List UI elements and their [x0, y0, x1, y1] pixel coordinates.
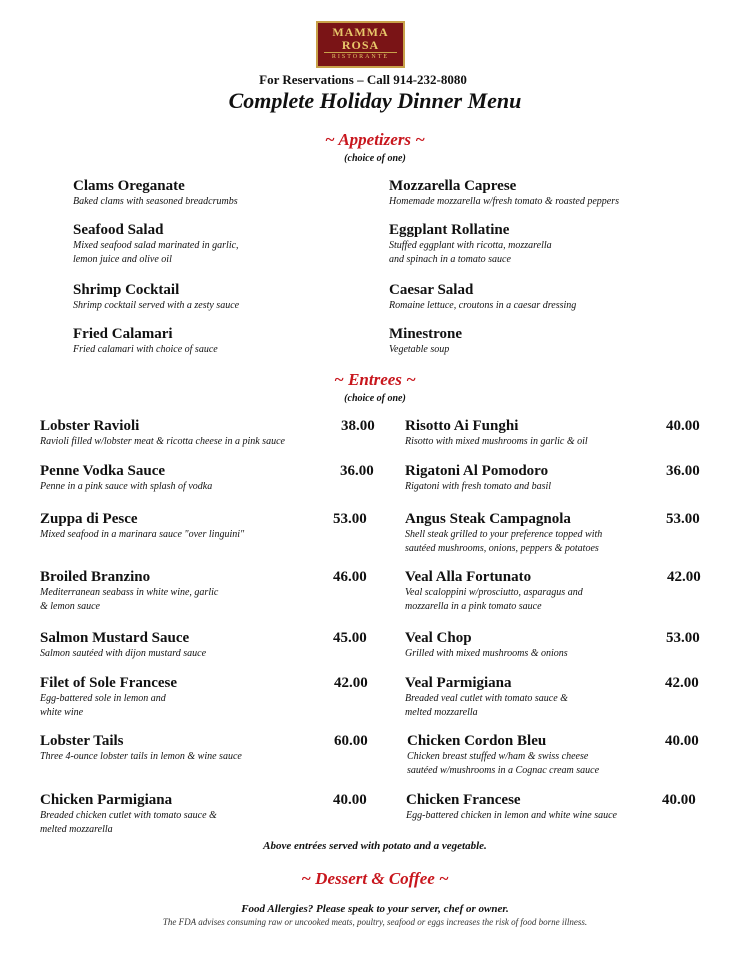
- item-price: 42.00: [665, 675, 699, 691]
- item-desc-line2: white wine: [40, 707, 84, 718]
- entree-item: [405, 569, 583, 614]
- entrees-heading: ~ Entrees ~: [334, 370, 416, 389]
- appetizer-item: [73, 222, 239, 267]
- item-desc-line2: lemon juice and olive oil: [73, 254, 172, 265]
- item-desc-line2: & lemon sauce: [40, 601, 100, 612]
- logo-line-mamma: MAMMA: [332, 25, 389, 39]
- item-name: Fried Calamari: [73, 326, 173, 342]
- item-name: Chicken Parmigiana: [40, 792, 173, 808]
- item-name: Risotto Ai Funghi: [405, 418, 519, 434]
- reservations-line: [0, 72, 750, 88]
- entree-item: [405, 511, 602, 556]
- item-name: Zuppa di Pesce: [40, 511, 138, 527]
- item-name: Shrimp Cocktail: [73, 282, 180, 298]
- item-name: Veal Alla Fortunato: [405, 569, 532, 585]
- item-name: Filet of Sole Francese: [40, 675, 178, 691]
- fda-advisory: The FDA advises consuming raw or uncooked meats, poultry, seafood or eggs increases the risk of food borne illness.: [162, 917, 588, 927]
- appetizer-item: [389, 326, 462, 357]
- item-price: 60.00: [334, 733, 368, 749]
- entree-item: [407, 733, 599, 778]
- entree-item: [40, 569, 218, 614]
- entree-item: [40, 675, 177, 720]
- entree-item: [40, 463, 212, 494]
- item-name: Caesar Salad: [389, 282, 474, 298]
- appetizer-item: [73, 178, 238, 209]
- item-desc: Mediterranean seabass in white wine, garlic: [40, 587, 219, 598]
- item-name: Seafood Salad: [73, 222, 164, 238]
- item-name: Eggplant Rollatine: [389, 222, 510, 238]
- item-price: 53.00: [333, 511, 367, 527]
- item-desc: Vegetable soup: [389, 344, 450, 355]
- item-desc: Stuffed eggplant with ricotta, mozzarella: [389, 240, 552, 251]
- entrees-served-note: Above entrées served with potato and a vegetable.: [263, 840, 487, 852]
- entree-item: [40, 511, 244, 542]
- appetizers-choice-note: (choice of one): [344, 153, 406, 164]
- item-desc: Salmon sautéed with dijon mustard sauce: [40, 648, 207, 659]
- menu-title: Complete Holiday Dinner Menu: [228, 88, 522, 113]
- appetizer-item: [73, 326, 218, 357]
- item-desc: Grilled with mixed mushrooms & onions: [405, 648, 568, 659]
- appetizer-item: [73, 282, 239, 313]
- logo-line-ristorante: RISTORANTE: [324, 52, 397, 61]
- item-desc: Egg-battered chicken in lemon and white wine sauce: [406, 810, 617, 821]
- item-name: Clams Oreganate: [73, 178, 185, 194]
- item-name: Rigatoni Al Pomodoro: [405, 463, 549, 479]
- item-name: Veal Chop: [405, 630, 472, 646]
- item-name: Mozzarella Caprese: [389, 178, 517, 194]
- logo-line-rosa: ROSA: [341, 38, 380, 52]
- item-desc-line2: melted mozzarella: [40, 824, 113, 835]
- item-desc: Ravioli filled w/lobster meat & ricotta cheese in a pink sauce: [40, 436, 285, 447]
- item-desc-line2: sautéed w/mushrooms in a Cognac cream sauce: [407, 765, 600, 776]
- entree-item: [406, 792, 617, 823]
- reservations-text: For Reservations – Call 914-232-8080: [259, 72, 467, 87]
- entree-item: [40, 418, 285, 449]
- item-name: Broiled Branzino: [40, 569, 151, 585]
- item-price: 40.00: [666, 418, 700, 434]
- item-desc: Shrimp cocktail served with a zesty sauce: [73, 300, 240, 311]
- item-name: Lobster Ravioli: [40, 418, 140, 434]
- item-price: 42.00: [667, 569, 701, 585]
- appetizer-item: [389, 222, 552, 267]
- dessert-heading: ~ Dessert & Coffee ~: [301, 869, 449, 888]
- item-desc-line2: and spinach in a tomato sauce: [389, 254, 511, 265]
- item-desc: Three 4-ounce lobster tails in lemon & wine sauce: [40, 751, 242, 762]
- item-price: 36.00: [340, 463, 374, 479]
- item-desc: Shell steak grilled to your preference topped with: [405, 529, 603, 540]
- item-desc: Rigatoni with fresh tomato and basil: [405, 481, 552, 492]
- item-desc: Mixed seafood in a marinara sauce "over linguini": [40, 529, 245, 540]
- item-price: 40.00: [662, 792, 696, 808]
- item-name: Chicken Francese: [406, 792, 521, 808]
- item-price: 53.00: [666, 511, 700, 527]
- allergy-note: Food Allergies? Please speak to your server, chef or owner.: [241, 903, 509, 915]
- entree-item: [40, 792, 217, 837]
- item-price: 36.00: [666, 463, 700, 479]
- item-desc: Chicken breast stuffed w/ham & swiss cheese: [407, 751, 589, 762]
- item-price: 53.00: [666, 630, 700, 646]
- item-desc: Veal scaloppini w/prosciutto, asparagus and: [405, 587, 583, 598]
- item-desc: Baked clams with seasoned breadcrumbs: [73, 196, 238, 207]
- appetizer-item: [389, 282, 576, 313]
- item-name: Angus Steak Campagnola: [405, 511, 571, 527]
- item-price: 40.00: [333, 792, 367, 808]
- item-price: 42.00: [334, 675, 368, 691]
- item-desc-line2: melted mozzarella: [405, 707, 478, 718]
- item-desc-line2: sautéed mushrooms, onions, peppers & potatoes: [405, 543, 599, 554]
- entree-item: [40, 733, 242, 764]
- entree-item: [405, 418, 588, 449]
- item-name: Penne Vodka Sauce: [40, 463, 166, 479]
- item-price: 38.00: [341, 418, 375, 434]
- item-desc: Penne in a pink sauce with splash of vodka: [40, 481, 213, 492]
- item-desc: Romaine lettuce, croutons in a caesar dressing: [389, 300, 577, 311]
- item-name: Minestrone: [389, 326, 463, 342]
- item-desc-line2: mozzarella in a pink tomato sauce: [405, 601, 542, 612]
- restaurant-logo: [316, 21, 405, 68]
- entrees-choice-note: (choice of one): [344, 393, 406, 404]
- item-desc: Breaded chicken cutlet with tomato sauce &: [40, 810, 217, 821]
- item-desc: Fried calamari with choice of sauce: [73, 344, 218, 355]
- item-name: Salmon Mustard Sauce: [40, 630, 190, 646]
- item-name: Chicken Cordon Bleu: [407, 733, 547, 749]
- entree-item: [405, 630, 568, 661]
- item-name: Lobster Tails: [40, 733, 124, 749]
- entree-item: [40, 630, 206, 661]
- item-desc: Egg-battered sole in lemon and: [40, 693, 166, 704]
- item-price: 45.00: [333, 630, 367, 646]
- item-price: 40.00: [665, 733, 699, 749]
- item-desc: Homemade mozzarella w/fresh tomato & roasted peppers: [389, 196, 619, 207]
- entree-item: [405, 675, 568, 720]
- appetizer-item: [389, 178, 619, 209]
- item-desc: Mixed seafood salad marinated in garlic,: [73, 240, 239, 251]
- item-name: Veal Parmigiana: [405, 675, 512, 691]
- appetizers-heading: ~ Appetizers ~: [325, 130, 425, 149]
- item-desc: Risotto with mixed mushrooms in garlic & oil: [405, 436, 588, 447]
- item-price: 46.00: [333, 569, 367, 585]
- item-desc: Breaded veal cutlet with tomato sauce &: [405, 693, 568, 704]
- entree-item: [405, 463, 551, 494]
